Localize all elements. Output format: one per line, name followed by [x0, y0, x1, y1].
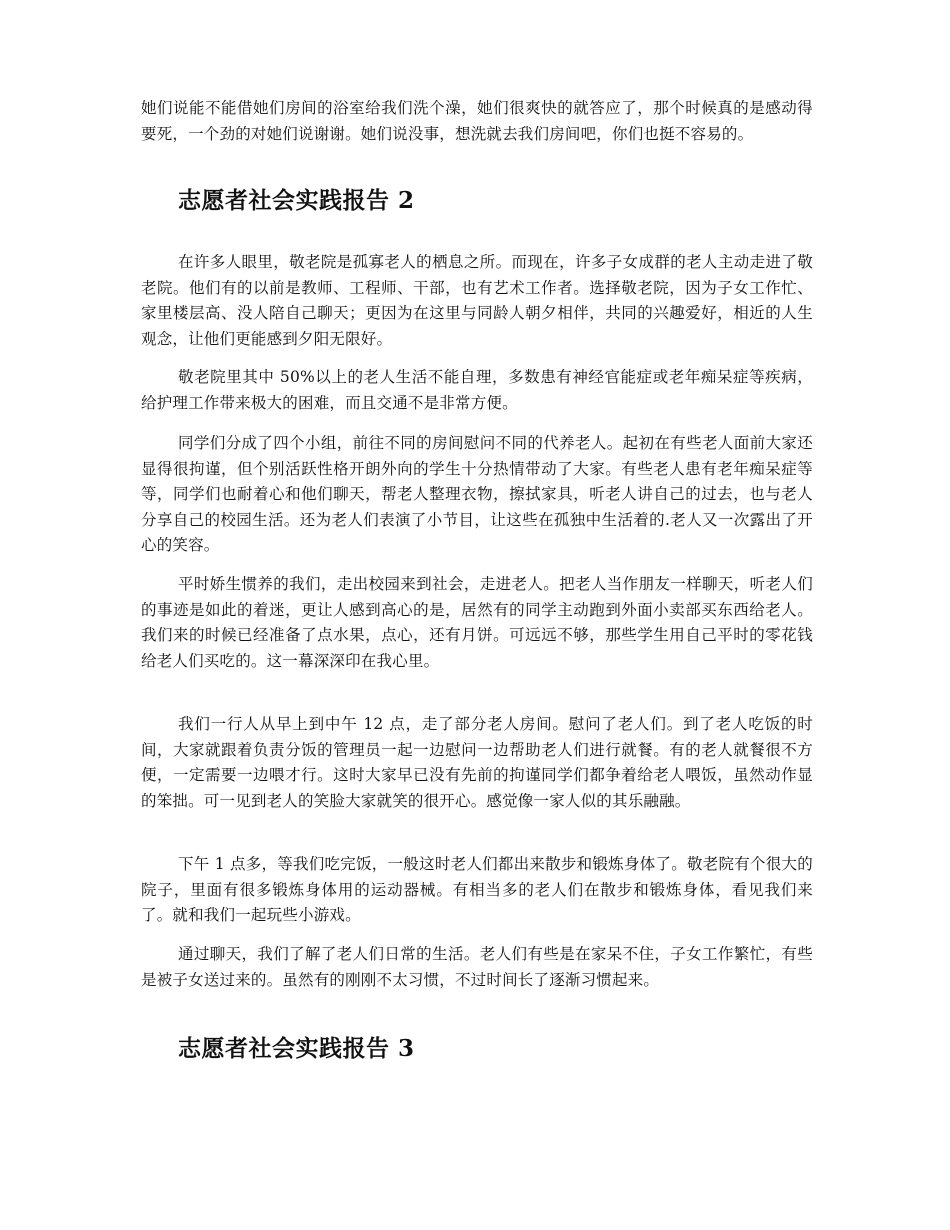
section-2-paragraph-2: 敬老院里其中 50%以上的老人生活不能自理，多数患有神经官能症或老年痴呆症等疾病，给护理工作带来极大的困难，而且交通不是非常方便。 [141, 368, 813, 412]
section-2-title: 志愿者社会实践报告 2 [178, 187, 415, 214]
section-2-paragraph-6: 下午 1 点多，等我们吃完饭，一般这时老人们都出来散步和锻炼身体了。敬老院有个很大的院子，里面有很多锻炼身体用的运动器械。有相当多的老人们在散步和锻炼身体，看见我们来了。就和我们一起玩些小游戏。 [141, 855, 813, 925]
section-2-paragraph-7: 通过聊天，我们了解了老人们日常的生活。老人们有些是在家呆不住，子女工作繁忙，有些是被子女送过来的。虽然有的刚刚不太习惯，不过时间长了逐渐习惯起来。 [141, 945, 813, 989]
section-2-paragraph-5: 我们一行人从早上到中午 12 点，走了部分老人房间。慰问了老人们。到了老人吃饭的时间，大家就跟着负责分饭的管理员一起一边慰问一边帮助老人们进行就餐。有的老人就餐很不方便，一定需要一边喂才行。这时大家早已没有先前的拘谨同学们都争着给老人喂饭，虽然动作显的笨拙。可一见到老人的笑脸大家就笑的很开心。感觉像一家人似的其乐融融。 [141, 715, 813, 810]
section-2-paragraph-1: 在许多人眼里，敬老院是孤寡老人的栖息之所。而现在，许多子女成群的老人主动走进了敬老院。他们有的以前是教师、工程师、干部，也有艺术工作者。选择敬老院，因为子女工作忙、家里楼层高、没人陪自己聊天；更因为在这里与同龄人朝夕相伴，共同的兴趣爱好，相近的人生观念，让他们更能感到夕阳无限好。 [141, 253, 813, 348]
section-3-title: 志愿者社会实践报告 3 [178, 1035, 415, 1062]
section-2-paragraph-3: 同学们分成了四个小组，前往不同的房间慰问不同的代养老人。起初在有些老人面前大家还显得很拘谨，但个别活跃性格开朗外向的学生十分热情带动了大家。有些老人患有老年痴呆症等等，同学们也耐着心和他们聊天，帮老人整理衣物，擦拭家具，听老人讲自己的过去，也与老人分享自己的校园生活。还为老人们表演了小节目，让这些在孤独中生活着的.老人又一次露出了开心的笑容。 [141, 434, 813, 555]
opening-paragraph: 她们说能不能借她们房间的浴室给我们洗个澡，她们很爽快的就答应了，那个时候真的是感动得要死，一个劲的对她们说谢谢。她们说没事，想洗就去我们房间吧，你们也挺不容易的。 [141, 99, 813, 143]
section-2-paragraph-4: 平时娇生惯养的我们，走出校园来到社会，走进老人。把老人当作朋友一样聊天，听老人们的事迹是如此的着迷，更让人感到高心的是，居然有的同学主动跑到外面小卖部买东西给老人。我们来的时候已经准备了点水果，点心，还有月饼。可远远不够，那些学生用自己平时的零花钱给老人们买吃的。这一幕深深印在我心里。 [141, 575, 813, 670]
